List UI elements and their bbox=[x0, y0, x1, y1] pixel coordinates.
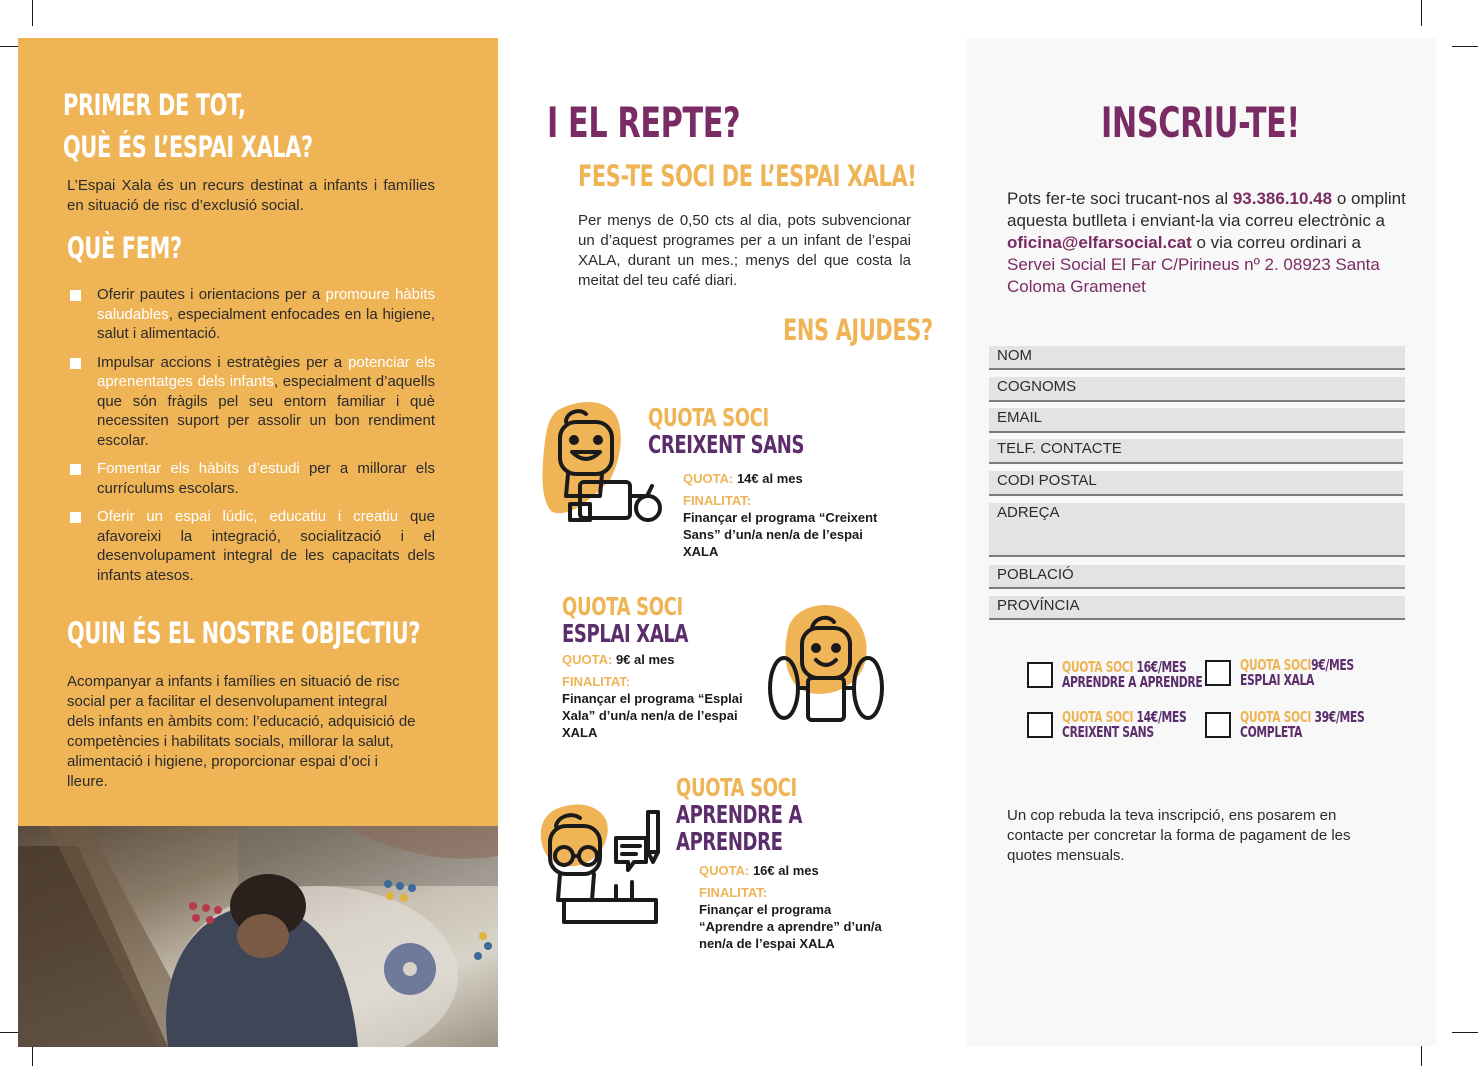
signup-text: Pots fer-te soci trucant-nos al 93.386.10.48 o omplint aquesta butlleta i enviant-la via correu electrònic a oficina@elfarsocial.cat o via correu ordinari a Servei Social El Far C/Pirineus nº 2. 08923 Santa Coloma Gramenet bbox=[1007, 189, 1406, 296]
intro-title-line2: QUÈ ÉS L’ESPAI XALA? bbox=[63, 130, 313, 164]
option-completa-checkbox[interactable] bbox=[1205, 712, 1231, 738]
checkbox-bullet-icon bbox=[70, 290, 81, 301]
activities-list bbox=[70, 285, 435, 585]
checkbox-bullet-icon bbox=[70, 464, 81, 475]
list-item: Oferir un espai lúdic, educatiu i creatiu que afavoreixi la integració, socialització i el desenvolupament integral de les capacitats dels infants atesos. bbox=[70, 507, 435, 585]
option-esplai-label: QUOTA SOCI9€/MES ESPLAI XALA bbox=[1240, 656, 1354, 689]
quota-esplai-title-line2: ESPLAI XALA bbox=[562, 619, 689, 648]
option-esplai-checkbox[interactable] bbox=[1205, 660, 1231, 686]
option-completa-label: QUOTA SOCI 39€/MES COMPLETA bbox=[1240, 708, 1365, 741]
quota-aprendre-title-line2: APRENDRE A bbox=[676, 800, 803, 829]
intro-title bbox=[63, 84, 410, 168]
list-item: Oferir pautes i orientacions per a promoure hàbits saludables, especialment enfocades en la higiene, salut i alimentació. bbox=[70, 285, 435, 344]
option-creixent-checkbox[interactable] bbox=[1027, 712, 1053, 738]
postal-address: Servei Social El Far C/Pirineus nº 2. 08923 Santa Coloma Gramenet bbox=[1007, 255, 1380, 296]
challenge-text: Per menys de 0,50 cts al dia, pots subvencionar un d’aquest programes per a un infant de l’espai XALA, durant un mes.; menys del que costa la meitat del teu café diari. bbox=[578, 212, 911, 289]
city-field[interactable]: POBLACIÓ bbox=[989, 565, 1405, 589]
child-playing-icon bbox=[762, 600, 890, 730]
name-field[interactable]: NOM bbox=[989, 346, 1405, 370]
address-field[interactable]: ADREÇA bbox=[989, 503, 1405, 557]
what-heading: QUÈ FEM? bbox=[67, 231, 182, 265]
quota-esplai-info: QUOTA: 9€ al mes FINALITAT: Finançar el programa “Esplai Xala” d’un/a nen/a de l’espai XALA bbox=[562, 652, 743, 740]
goal-heading: QUIN ÉS EL NOSTRE OBJECTIU? bbox=[67, 616, 421, 650]
quota-aprendre-title-line3: APRENDRE bbox=[676, 827, 783, 856]
quota-creixent-title-line1: QUOTA SOCI bbox=[648, 403, 769, 432]
postal-code-field[interactable]: CODI POSTAL bbox=[989, 471, 1403, 496]
surname-field[interactable]: COGNOMS bbox=[989, 377, 1405, 402]
challenge-title: I EL REPTE? bbox=[547, 98, 741, 147]
quota-creixent-info: QUOTA: 14€ al mes FINALITAT: Finançar el programa “Creixent Sans” d’un/a nen/a de l’espai XALA bbox=[683, 471, 878, 559]
option-aprendre-checkbox[interactable] bbox=[1027, 662, 1053, 688]
challenge-subtitle: FES-TE SOCI DE L’ESPAI XALA! bbox=[578, 159, 917, 193]
goal-text: Acompanyar a infants i famílies en situació de risc social per a facilitar el desenvolupament integral dels infants en àmbits com: l’educació, adquisició de competències i habilitats socials, millorar la salut, alimentació i higiene, proporcionar espai d’oci i lleure. bbox=[67, 673, 416, 790]
quota-esplai-title-line1: QUOTA SOCI bbox=[562, 592, 683, 621]
quota-creixent-title-line2: CREIXENT SANS bbox=[648, 430, 805, 459]
child-studying-icon bbox=[536, 800, 666, 930]
option-creixent-label: QUOTA SOCI 14€/MES CREIXENT SANS bbox=[1062, 708, 1187, 741]
email-field[interactable]: EMAIL bbox=[989, 408, 1405, 433]
signup-footer: Un cop rebuda la teva inscripció, ens posarem en contacte per concretar la forma de pagament de les quotes mensuals. bbox=[1007, 807, 1351, 864]
phone-number[interactable]: 93.386.10.48 bbox=[1232, 189, 1333, 208]
intro-text: L’Espai Xala és un recurs destinat a infants i famílies en situació de risc d’exclusió social. bbox=[67, 177, 435, 214]
help-cta: ENS AJUDES? bbox=[783, 313, 933, 347]
option-aprendre-label: QUOTA SOCI 16€/MES APRENDRE A APRENDRE bbox=[1062, 658, 1203, 691]
intro-title-line1: PRIMER DE TOT, bbox=[63, 88, 246, 122]
list-item: Impulsar accions i estratègies per a potenciar els aprenentatges dels infants, especialment d’aquells que són fràgils pel seu entorn familiar i què necessiten suport per assolir un bon rendiment escolar. bbox=[70, 353, 435, 451]
checkbox-bullet-icon bbox=[70, 512, 81, 523]
signup-title: INSCRIU-TE! bbox=[1101, 98, 1300, 147]
quota-aprendre-title-line1: QUOTA SOCI bbox=[676, 773, 797, 802]
email-link[interactable]: oficina@elfarsocial.cat bbox=[1007, 233, 1192, 252]
province-field[interactable]: PROVÍNCIA bbox=[989, 596, 1405, 620]
checkbox-bullet-icon bbox=[70, 358, 81, 369]
quota-aprendre-info: QUOTA: 16€ al mes FINALITAT: Finançar el programa “Aprendre a aprendre” d’un/a nen/a de l’espai XALA bbox=[699, 863, 882, 951]
phone-field[interactable]: TELF. CONTACTE bbox=[989, 439, 1403, 464]
children-photo bbox=[18, 826, 498, 1047]
list-item: Fomentar els hàbits d’estudi per a millorar els currículums escolars. bbox=[70, 459, 435, 498]
